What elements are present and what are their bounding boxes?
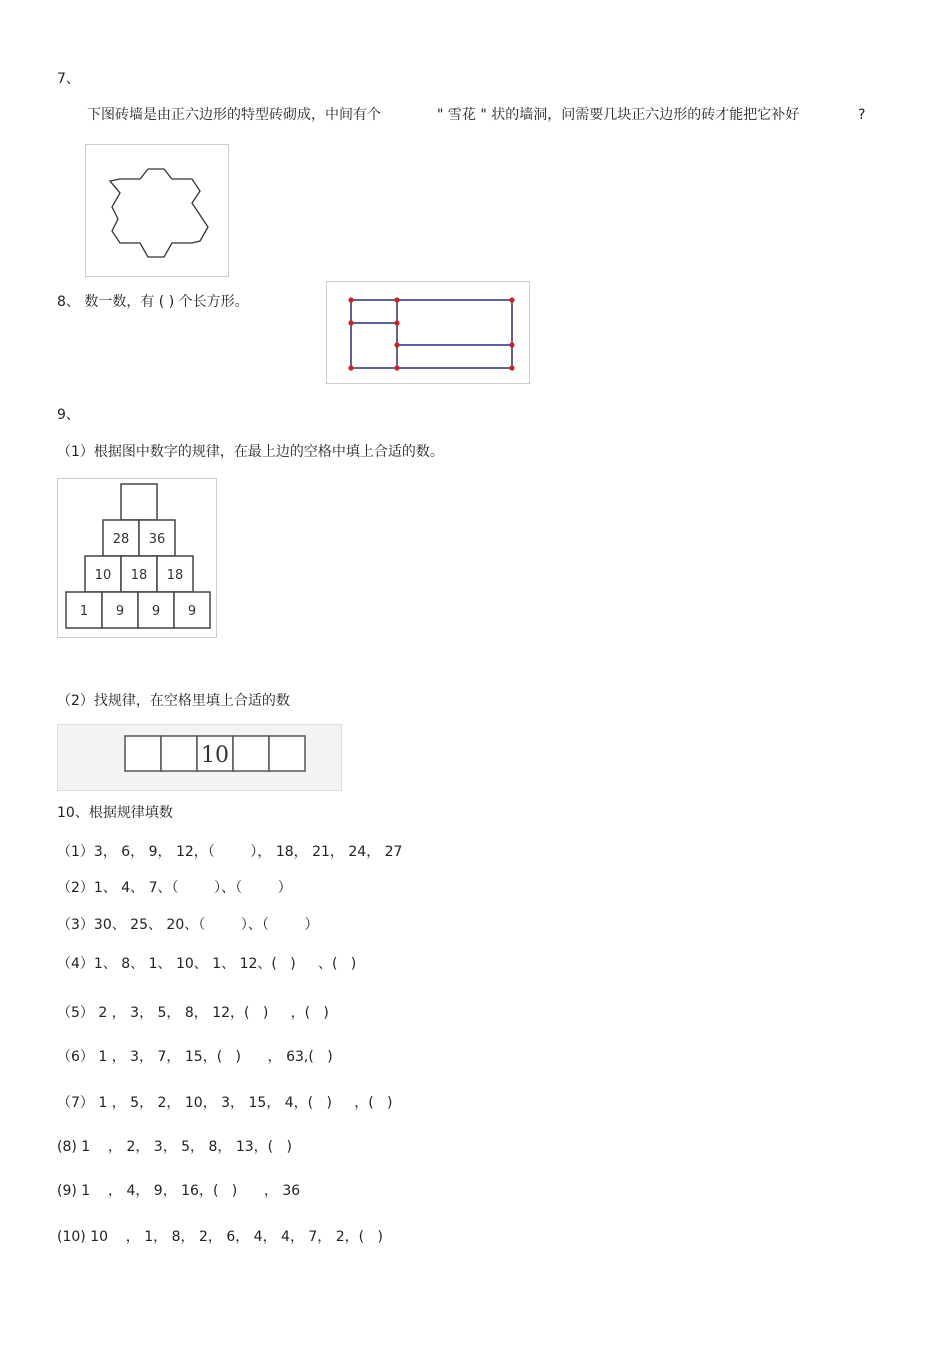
q10-item: (9) 1 ， 4， 9， 16，( ) ， 36 [57,1183,301,1199]
pyramid-cell: 10 [94,568,112,583]
q9-part2-text: （2）找规律，在空格里填上合适的数 [57,693,290,709]
q10-item: (8) 1 ， 2， 3， 5， 8， 13，( ) [57,1139,292,1155]
strip-cell: 10 [201,743,229,768]
q9-part1-text: （1）根据图中数字的规律，在最上边的空格中填上合适的数。 [57,444,444,460]
corner-dots [348,297,514,370]
number-pyramid-figure [57,478,217,638]
q10-item: （7） 1 ， 5， 2， 10， 3， 15， 4，( ) ，( ) [57,1095,393,1111]
q7-number: 7、 [57,71,80,87]
q10-item: （3）30、 25、 20、（ ）、（ ） [57,917,319,933]
pyramid-blank-top [121,484,157,520]
pyramid-cell: 36 [148,532,166,547]
pyramid-cell: 9 [187,604,197,619]
q10-item: （6） 1 ， 3， 7， 15，( ) ， 63,( ) [57,1049,333,1065]
q8-text: 8、 数一数，有 ( ) 个长方形。 [57,294,249,310]
q9-number: 9、 [57,407,80,423]
q10-item: (10) 10 ， 1， 8， 2， 6， 4， 4， 7， 2，( ) [57,1229,383,1245]
q10-item: （5） 2 ， 3， 5， 8， 12，( ) ，( ) [57,1005,329,1021]
snowflake-hole-figure [85,144,229,277]
pyramid-cell: 9 [151,604,161,619]
q10-item: （4）1、 8、 1、 10、 1、 12、( ) 、( ) [57,956,357,972]
number-strip-figure [57,724,342,791]
q10-title: 10、根据规律填数 [57,805,173,821]
q7-quote-text: " 雪花 " 状的墙洞，问需要几块正六边形的砖才能把它补好 [437,107,800,123]
outer-rectangle [351,300,512,368]
pyramid-cell: 9 [115,604,125,619]
q7-text: 下图砖墙是由正六边形的特型砖砌成，中间有个 [87,107,381,123]
rectangle-count-figure [326,281,530,384]
q10-item: （2）1、 4、 7、（ ）、（ ） [57,880,292,896]
q7-question-mark: ? [858,107,866,123]
q10-item: （1）3， 6， 9， 12，（ ）， 18， 21， 24， 27 [57,844,403,860]
snowflake-outline [110,169,208,257]
pyramid-cell: 28 [112,532,130,547]
pyramid-cell: 18 [130,568,148,583]
pyramid-cell: 1 [79,604,89,619]
pyramid-cell: 18 [166,568,184,583]
